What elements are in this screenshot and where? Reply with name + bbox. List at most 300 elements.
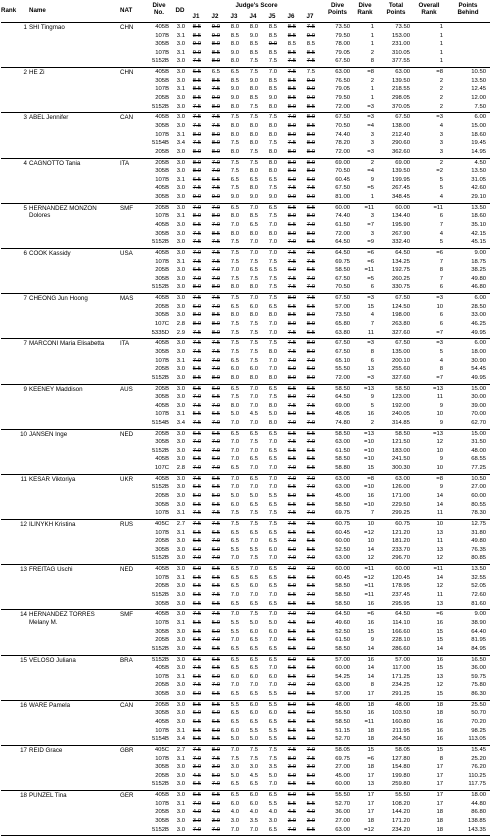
total-points: 178.95 [391,583,410,590]
points-behind: 29.10 [471,193,486,200]
dive-difficulty: 3.0 [176,628,185,635]
dive-points: 72.00 [335,374,350,381]
points-behind: 42.60 [471,185,486,192]
dive-difficulty: 3.0 [176,430,185,437]
header-overall-rank: Overall Rank [418,2,440,16]
athlete-rank: 7 [23,295,27,303]
total-points: 153.00 [391,32,410,39]
dive-row [1,682,490,689]
dive-number: 107B [155,357,169,364]
points-behind: 18.00 [471,348,486,355]
athlete-block [1,339,490,384]
dive-difficulty: 3.0 [176,267,185,274]
judge-score: 6.5 [230,538,239,545]
dive-row [1,736,490,743]
points-behind: 72.60 [471,592,486,599]
dive-row [1,69,490,76]
judge-score: 6.5 [306,267,315,274]
dive-number: 205B [155,701,169,708]
total-points: 263.80 [391,320,410,327]
dive-points: 36.00 [335,809,350,816]
judge-score: 7.5 [287,185,296,192]
athlete-block [1,113,490,158]
dive-row [1,665,490,672]
judge-score: 3.5 [249,817,258,824]
judge-score: 5.5 [306,701,315,708]
points-behind: 18.75 [471,258,486,265]
dive-rank: 17 [367,772,374,779]
judge-score: 6.0 [211,710,220,717]
dive-difficulty: 3.0 [176,69,185,76]
judge-score: 7.5 [268,140,277,147]
judge-score: 5.5 [249,727,258,734]
judge-score: 8.5 [211,77,220,84]
judge-score: 7.0 [268,555,277,562]
total-points: 259.80 [391,781,410,788]
dive-row [1,132,490,139]
points-behind: 6.00 [474,340,486,347]
total-points: 300.30 [391,465,410,472]
total-points: 57.00 [395,656,410,663]
dive-rank: =11 [364,719,374,725]
total-points: 240.05 [391,411,410,418]
athlete-nat: GBR [120,747,134,754]
judge-score: 7.0 [306,592,315,599]
overall-rank: 3 [439,131,443,138]
dive-difficulty: 3.0 [176,493,185,500]
total-points: 55.50 [395,792,410,799]
dive-row [1,827,490,834]
judge-score: 6.0 [211,546,220,553]
dive-points: 61.50 [335,447,350,454]
judge-score: 7.5 [249,275,258,282]
judge-score: 7.5 [306,295,315,302]
judge-score: 6.5 [249,645,258,652]
judge-score: 6.5 [287,456,296,463]
judge-score: 8.5 [230,77,239,84]
judge-score: 7.5 [249,521,258,528]
total-points: 67.50 [395,114,410,121]
dive-number: 305B [155,77,169,84]
judge-score: 7.5 [249,103,258,110]
judge-score: 8.0 [230,131,239,138]
judge-score: 6.0 [287,546,296,553]
dive-row [1,104,490,111]
total-points: 228.10 [391,637,410,644]
judge-score: 6.5 [306,538,315,545]
total-points: 195.90 [391,221,410,228]
dive-rank: =11 [364,204,374,211]
judge-score: 7.5 [230,348,239,355]
total-points: 63.00 [395,475,410,482]
overall-rank: 13 [436,529,443,536]
judge-score: 9.0 [306,94,315,101]
judge-score: 6.0 [211,800,220,807]
judge-score: 7.5 [230,510,239,517]
judge-score: 7.0 [192,394,201,401]
judge-score: 6.5 [306,781,315,788]
points-behind: 14.95 [471,148,486,155]
points-behind: 80.55 [471,501,486,508]
judge-score: 7.5 [249,348,258,355]
athlete-block [1,565,490,610]
judge-score: 6.0 [268,628,277,635]
judge-score: 6.0 [211,673,220,680]
athlete-nat: CAN [120,114,134,122]
judge-score: 6.5 [306,529,315,536]
judge-score: 7.0 [306,419,315,426]
judge-score: 8.5 [306,103,315,110]
judge-score: 7.5 [268,755,277,762]
judge-score: 7.5 [249,611,258,618]
dive-rank: =7 [367,221,374,228]
athlete-block [1,68,490,113]
judge-score: 7.5 [249,114,258,121]
judge-score: 8.0 [211,747,220,753]
dive-row [1,321,490,328]
judge-score: 7.5 [211,295,220,302]
dive-number: 107B [155,86,169,93]
judge-score: 7.0 [268,439,277,446]
judge-score: 3.0 [287,764,296,771]
judge-score: 8.0 [287,295,296,302]
judge-score: 7.5 [287,258,296,265]
judge-score: 5.5 [268,691,277,698]
judge-score: 7.5 [230,159,239,166]
overall-rank: 10 [436,447,443,454]
judge-score: 8.0 [306,213,315,220]
judge-score: 5.0 [306,772,315,779]
judge-score: 7.5 [230,168,239,175]
overall-rank: 7 [439,275,443,282]
judge-score: 7.0 [230,456,239,463]
judge-score: 6.5 [211,645,220,652]
total-points: 123.00 [391,394,410,401]
dive-row [1,601,490,608]
judge-score: 7.5 [287,348,296,355]
judge-score: 8.0 [211,140,220,147]
points-behind: 81.95 [471,637,486,644]
dive-points: 57.00 [335,303,350,310]
judge-score: 6.0 [249,583,258,590]
dive-number: 205B [155,267,169,274]
dive-difficulty: 3.1 [176,357,185,364]
judge-score: 7.0 [211,221,220,228]
judge-score: 7.0 [287,566,296,573]
judge-score: 8.5 [249,41,258,48]
points-behind: 13.50 [471,168,486,175]
dive-row [1,78,490,85]
points-behind: 44.80 [471,800,486,807]
judge-score: 8.0 [287,394,296,401]
judge-score: 7.5 [268,340,277,347]
dive-number: 5152B [151,103,169,110]
athlete-rank: 4 [23,159,27,167]
judge-score: 7.0 [211,637,220,644]
judge-score: 7.5 [230,755,239,762]
total-points: 295.95 [391,600,410,607]
header-judge-1: J1 [192,13,200,20]
judge-score: 9.0 [287,193,296,200]
points-behind: 31.05 [471,176,486,183]
judge-score: 6.5 [192,592,201,599]
judge-score: 9.0 [211,32,220,39]
judge-score: 7.5 [306,69,315,76]
judge-score: 7.0 [211,555,220,562]
judge-score: 6.5 [230,204,239,211]
dive-number: 5154B [151,140,169,147]
dive-row [1,801,490,808]
judge-score: 7.0 [249,204,258,211]
judge-score: 6.5 [192,69,201,76]
dive-difficulty: 3.0 [176,484,185,491]
dive-row [1,41,490,48]
judge-score: 7.0 [192,204,201,211]
overall-rank: 13 [436,600,443,607]
dive-difficulty: 3.1 [176,258,185,265]
judge-score: 9.0 [192,193,201,200]
dive-points: 48.05 [335,411,350,418]
header-judge-5: J5 [268,13,276,20]
dive-number: 405B [155,456,169,463]
overall-rank: 6 [439,284,443,291]
judge-score: 7.5 [230,185,239,192]
judge-score: 6.5 [230,529,239,536]
judge-score: 7.5 [249,439,258,446]
points-behind: 10.50 [471,69,486,76]
dive-row [1,349,490,356]
judge-score: 5.0 [268,772,277,779]
judge-score: 6.5 [268,574,277,581]
points-behind: 15.00 [471,122,486,129]
overall-rank: 16 [436,719,443,725]
dive-difficulty: 3.0 [176,501,185,508]
dive-number: 205B [155,148,169,155]
athlete-rank: 11 [20,475,27,483]
judge-score: 6.5 [268,826,277,833]
total-points: 234.20 [391,826,410,833]
dive-number: 305B [155,628,169,635]
total-points: 296.70 [391,555,410,562]
judge-score: 8.0 [211,284,220,291]
overall-rank: 9 [439,456,443,463]
total-points: 229.50 [391,501,410,508]
judge-score: 9.0 [268,41,277,48]
athlete-rank: 3 [23,114,27,122]
judge-score: 6.5 [287,710,296,717]
dive-row [1,710,490,717]
dive-rank: 2 [370,159,374,166]
athlete-name: HE Zi [29,69,45,77]
judge-score: 6.5 [249,176,258,183]
judge-score: 6.5 [287,303,296,310]
dive-points: 60.75 [335,521,350,528]
judge-score: 8.5 [306,49,315,56]
overall-rank: 11 [436,538,443,545]
judge-score: 8.5 [249,213,258,220]
dive-rank: =3 [367,148,374,155]
points-behind: 110.25 [468,772,486,779]
athlete-rank: 1 [23,24,27,31]
judge-score: 7.0 [230,439,239,446]
judge-score: 7.5 [268,394,277,401]
dive-number: 5152B [151,645,169,652]
judge-score: 8.0 [268,131,277,138]
dive-points: 54.25 [335,673,350,680]
overall-rank: 2 [439,77,443,84]
athlete-rank: 13 [20,566,27,574]
judge-score: 7.0 [230,419,239,426]
dive-row [1,213,490,220]
dive-points: 27.00 [335,817,350,824]
dive-rank: =11 [364,583,374,590]
dive-difficulty: 3.0 [176,555,185,562]
overall-rank: 8 [439,366,443,373]
judge-score: 7.0 [287,538,296,545]
judge-score: 8.0 [287,103,296,110]
judge-score: 3.0 [230,817,239,824]
dive-points: 27.00 [335,764,350,771]
dive-rank: 17 [367,809,374,816]
athlete-rank: 6 [23,249,27,257]
dive-points: 67.50 [335,185,350,192]
judge-score: 8.0 [306,148,315,155]
athlete-list [1,23,490,836]
judge-score: 6.5 [230,656,239,663]
dive-difficulty: 2.8 [176,320,185,327]
judge-score: 7.0 [268,249,277,256]
athlete-block [1,294,490,339]
total-points: 120.45 [391,574,410,581]
total-points: 237.45 [391,592,410,599]
judge-score: 7.5 [306,755,315,762]
overall-rank: =8 [436,69,443,76]
total-points: 127.80 [391,755,410,762]
dive-difficulty: 2.8 [176,465,185,472]
points-behind: 12.75 [471,521,486,528]
judge-score: 7.5 [192,185,201,192]
judge-score: 7.5 [249,555,258,562]
judge-score: 6.0 [306,710,315,717]
dive-number: 107B [155,620,169,627]
points-behind: 31.80 [471,529,486,536]
dive-row [1,340,490,347]
judge-score: 6.0 [192,546,201,553]
judge-score: 3.0 [230,764,239,771]
dive-difficulty: 3.0 [176,185,185,192]
judge-score: 7.0 [306,221,315,228]
judge-score: 7.0 [211,781,220,788]
dive-difficulty: 3.0 [176,114,185,121]
judge-score: 6.5 [249,637,258,644]
dive-difficulty: 3.0 [176,456,185,463]
judge-score: 6.5 [230,303,239,310]
overall-rank: =11 [433,204,443,211]
judge-score: 7.5 [249,69,258,76]
athlete-name: REID Grace [29,747,63,754]
judge-score: 6.0 [306,673,315,680]
dive-rank: =3 [367,374,374,381]
athlete-nat: ITA [120,340,130,348]
dive-difficulty: 3.0 [176,682,185,689]
judge-score: 7.0 [211,538,220,545]
judge-score: 9.0 [268,193,277,200]
judge-score: 9.0 [192,41,201,48]
judge-score: 8.0 [268,148,277,155]
dive-row [1,530,490,537]
judge-score: 6.5 [230,665,239,672]
judge-score: 6.5 [211,501,220,508]
judge-score: 7.0 [268,69,277,76]
dive-row [1,521,490,528]
points-behind: 12.00 [471,94,486,101]
judge-score: 9.0 [249,32,258,39]
dive-number: 305B [155,546,169,553]
dive-difficulty: 3.0 [176,295,185,302]
athlete-nat: SMF [120,611,134,619]
judge-score: 6.5 [211,583,220,590]
judge-score: 8.5 [211,49,220,56]
overall-rank: 15 [436,691,443,698]
overall-rank: 5 [439,348,443,355]
judge-score: 7.0 [192,555,201,562]
athlete-nat: GER [120,792,134,800]
dive-rank: =8 [367,69,374,76]
dive-difficulty: 3.0 [176,94,185,101]
overall-rank: 10 [436,411,443,418]
dive-row [1,465,490,472]
dive-row [1,702,490,709]
dive-points: 58.50 [335,430,350,437]
athlete-rank: 2 [23,69,27,77]
judge-score: 7.5 [211,340,220,347]
athlete-block [1,204,490,249]
judge-score: 4.0 [268,809,277,816]
athlete-rank: 7 [23,340,27,348]
judge-score: 5.5 [192,701,201,708]
judge-score: 7.0 [230,682,239,689]
judge-score: 7.0 [230,221,239,228]
total-points: 124.50 [391,303,410,310]
total-points: 67.50 [395,295,410,302]
dive-number: 405B [155,340,169,347]
judge-score: 7.5 [268,747,277,753]
overall-rank: 6 [439,320,443,327]
dive-points: 52.50 [335,628,350,635]
dive-points: 81.00 [335,193,350,200]
judge-score: 7.5 [192,295,201,302]
judge-score: 6.5 [306,329,315,336]
judge-score: 7.5 [192,348,201,355]
athlete-block [1,791,490,836]
overall-rank: 16 [436,656,443,663]
dive-row [1,657,490,664]
dive-points: 69.00 [335,159,350,166]
dive-row [1,114,490,121]
total-points: 290.60 [391,140,410,147]
dive-difficulty: 3.1 [176,529,185,536]
judge-score: 7.5 [287,340,296,347]
judge-score: 7.0 [230,267,239,274]
judge-score: 6.5 [268,176,277,183]
athlete-name: KESAR Viktoriya [29,475,76,483]
judge-score: 7.5 [306,402,315,409]
judge-score: 4.5 [192,772,201,779]
dive-difficulty: 3.0 [176,611,185,618]
judge-score: 7.5 [211,611,220,618]
points-behind: 7.50 [474,103,486,110]
total-points: 370.05 [391,103,410,110]
